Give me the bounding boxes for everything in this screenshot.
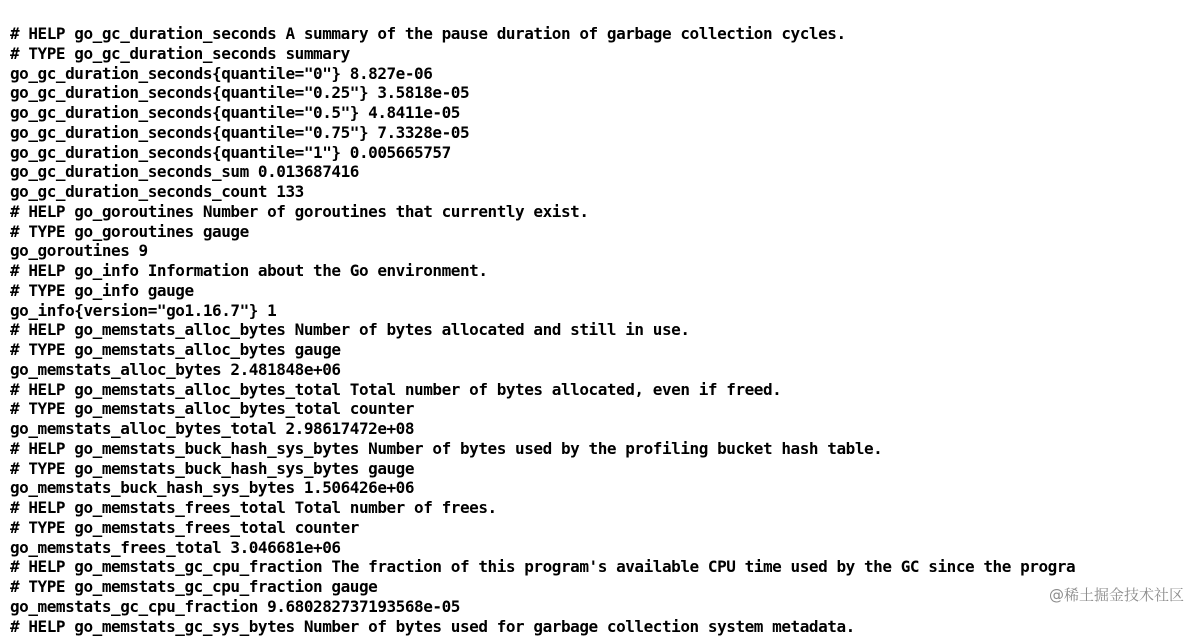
metric-line: # HELP go_goroutines Number of goroutines that currently exist. [10,202,1200,222]
metric-line: go_memstats_alloc_bytes 2.481848e+06 [10,360,1200,380]
metric-line: go_goroutines 9 [10,241,1200,261]
metric-line: # TYPE go_memstats_frees_total counter [10,518,1200,538]
metric-line: go_memstats_frees_total 3.046681e+06 [10,538,1200,558]
metric-line: # TYPE go_memstats_gc_cpu_fraction gauge [10,577,1200,597]
metric-line: # TYPE go_memstats_alloc_bytes_total counter [10,399,1200,419]
metric-line: go_memstats_gc_cpu_fraction 9.680282737193568e-05 [10,597,1200,617]
metric-line: go_info{version="go1.16.7"} 1 [10,301,1200,321]
metric-line: # TYPE go_gc_duration_seconds summary [10,44,1200,64]
metric-line: go_gc_duration_seconds{quantile="0.75"} 7.3328e-05 [10,123,1200,143]
metric-line: # TYPE go_memstats_buck_hash_sys_bytes gauge [10,459,1200,479]
metrics-text-body [10,24,1200,636]
metric-line: # TYPE go_memstats_alloc_bytes gauge [10,340,1200,360]
metric-line: # HELP go_memstats_alloc_bytes Number of bytes allocated and still in use. [10,320,1200,340]
metric-line: go_gc_duration_seconds{quantile="1"} 0.005665757 [10,143,1200,163]
metric-line: go_gc_duration_seconds{quantile="0.5"} 4.8411e-05 [10,103,1200,123]
metric-line: # HELP go_memstats_gc_cpu_fraction The fraction of this program's available CPU time used by the GC since the progra [10,557,1200,577]
metric-line: # TYPE go_info gauge [10,281,1200,301]
metric-line: go_gc_duration_seconds_count 133 [10,182,1200,202]
metric-line: # HELP go_memstats_gc_sys_bytes Number of bytes used for garbage collection system metadata. [10,617,1200,636]
metric-line: go_gc_duration_seconds_sum 0.013687416 [10,162,1200,182]
metric-line: go_gc_duration_seconds{quantile="0.25"} 3.5818e-05 [10,83,1200,103]
metric-line: # HELP go_gc_duration_seconds A summary of the pause duration of garbage collection cycles. [10,24,1200,44]
metric-line: # HELP go_info Information about the Go environment. [10,261,1200,281]
metric-line: go_gc_duration_seconds{quantile="0"} 8.827e-06 [10,64,1200,84]
watermark: @稀土掘金技术社区 [1049,584,1184,605]
metric-line: # HELP go_memstats_buck_hash_sys_bytes Number of bytes used by the profiling bucket hash table. [10,439,1200,459]
metric-line: go_memstats_buck_hash_sys_bytes 1.506426e+06 [10,478,1200,498]
metric-line: go_memstats_alloc_bytes_total 2.98617472e+08 [10,419,1200,439]
metric-line: # HELP go_memstats_alloc_bytes_total Total number of bytes allocated, even if freed. [10,380,1200,400]
metric-line: # TYPE go_goroutines gauge [10,222,1200,242]
metric-line: # HELP go_memstats_frees_total Total number of frees. [10,498,1200,518]
